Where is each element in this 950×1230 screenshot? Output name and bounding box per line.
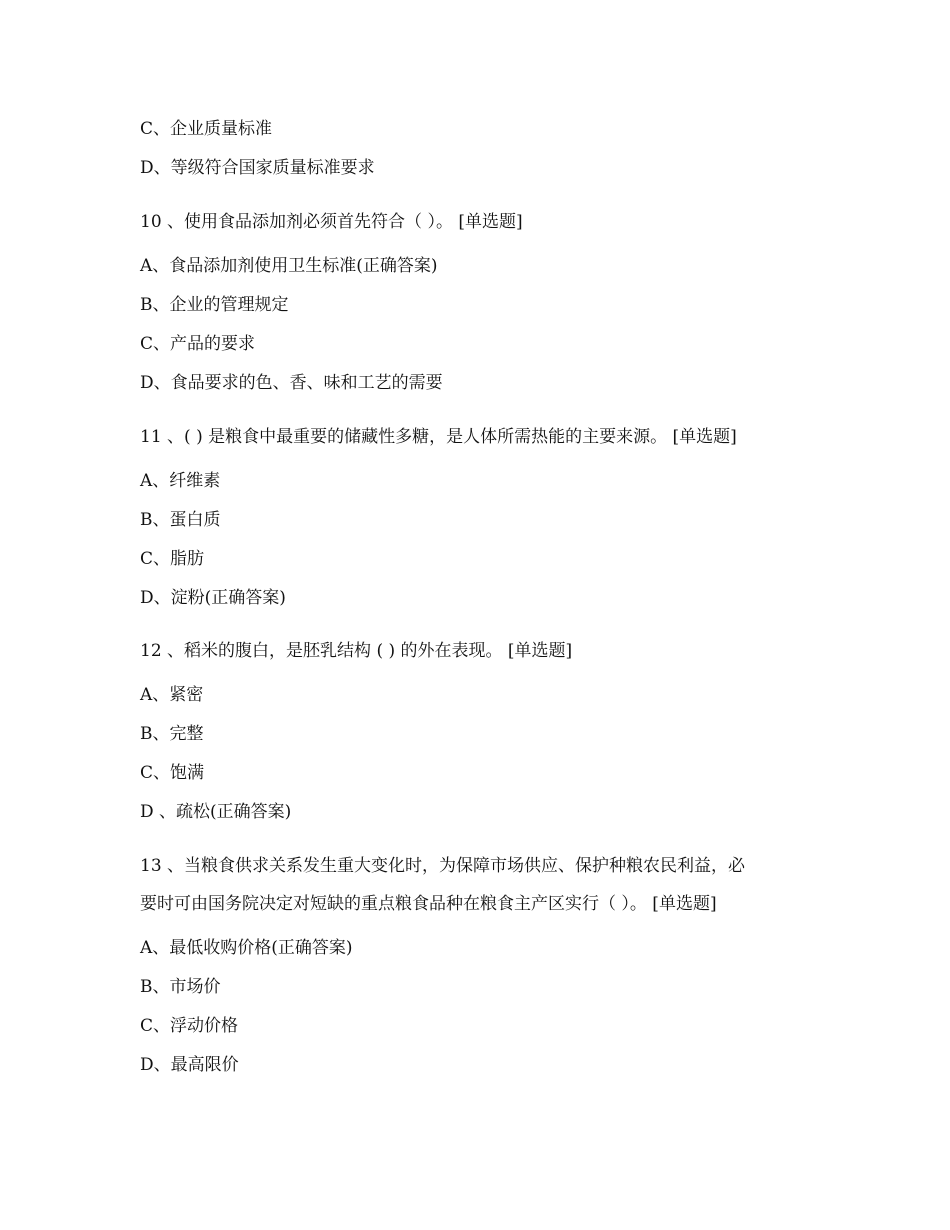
q12-option-d: D 、疏松(正确答案) bbox=[140, 802, 292, 822]
q11-option-a: A、纤维素 bbox=[140, 471, 221, 491]
q10-option-d: D、食品要求的色、香、味和工艺的需要 bbox=[140, 373, 443, 393]
q11-question: 11 、( ) 是粮食中最重要的储藏性多糖，是人体所需热能的主要来源。 [单选题] bbox=[140, 427, 737, 447]
q12-option-a: A、紧密 bbox=[140, 685, 204, 705]
q12-question: 12 、稻米的腹白，是胚乳结构 ( ) 的外在表现。 [单选题] bbox=[140, 641, 573, 661]
q10-option-b: B、企业的管理规定 bbox=[140, 295, 289, 315]
q13-option-a: A、最低收购价格(正确答案) bbox=[140, 938, 353, 958]
q11-option-c: C、脂肪 bbox=[140, 549, 205, 569]
q10-question: 10 、使用食品添加剂必须首先符合（ ）。 [单选题] bbox=[140, 212, 523, 232]
q12-option-b: B、完整 bbox=[140, 724, 204, 744]
q13-option-c: C、浮动价格 bbox=[140, 1016, 239, 1036]
q13-option-d: D、最高限价 bbox=[140, 1055, 239, 1075]
q11-option-b: B、蛋白质 bbox=[140, 510, 221, 530]
q13-option-b: B、市场价 bbox=[140, 977, 221, 997]
q10-option-c: C、产品的要求 bbox=[140, 334, 256, 354]
q13-question-line2: 要时可由国务院决定对短缺的重点粮食品种在粮食主产区实行（ ）。 [单选题] bbox=[140, 894, 717, 914]
q9-option-d: D、等级符合国家质量标准要求 bbox=[140, 158, 375, 178]
q10-option-a: A、食品添加剂使用卫生标准(正确答案) bbox=[140, 256, 438, 276]
q13-question-line1: 13 、当粮食供求关系发生重大变化时，为保障市场供应、保护种粮农民利益，必 bbox=[140, 856, 746, 876]
q12-option-c: C、饱满 bbox=[140, 763, 205, 783]
q11-option-d: D、淀粉(正确答案) bbox=[140, 588, 286, 608]
q9-option-c: C、企业质量标准 bbox=[140, 119, 273, 139]
